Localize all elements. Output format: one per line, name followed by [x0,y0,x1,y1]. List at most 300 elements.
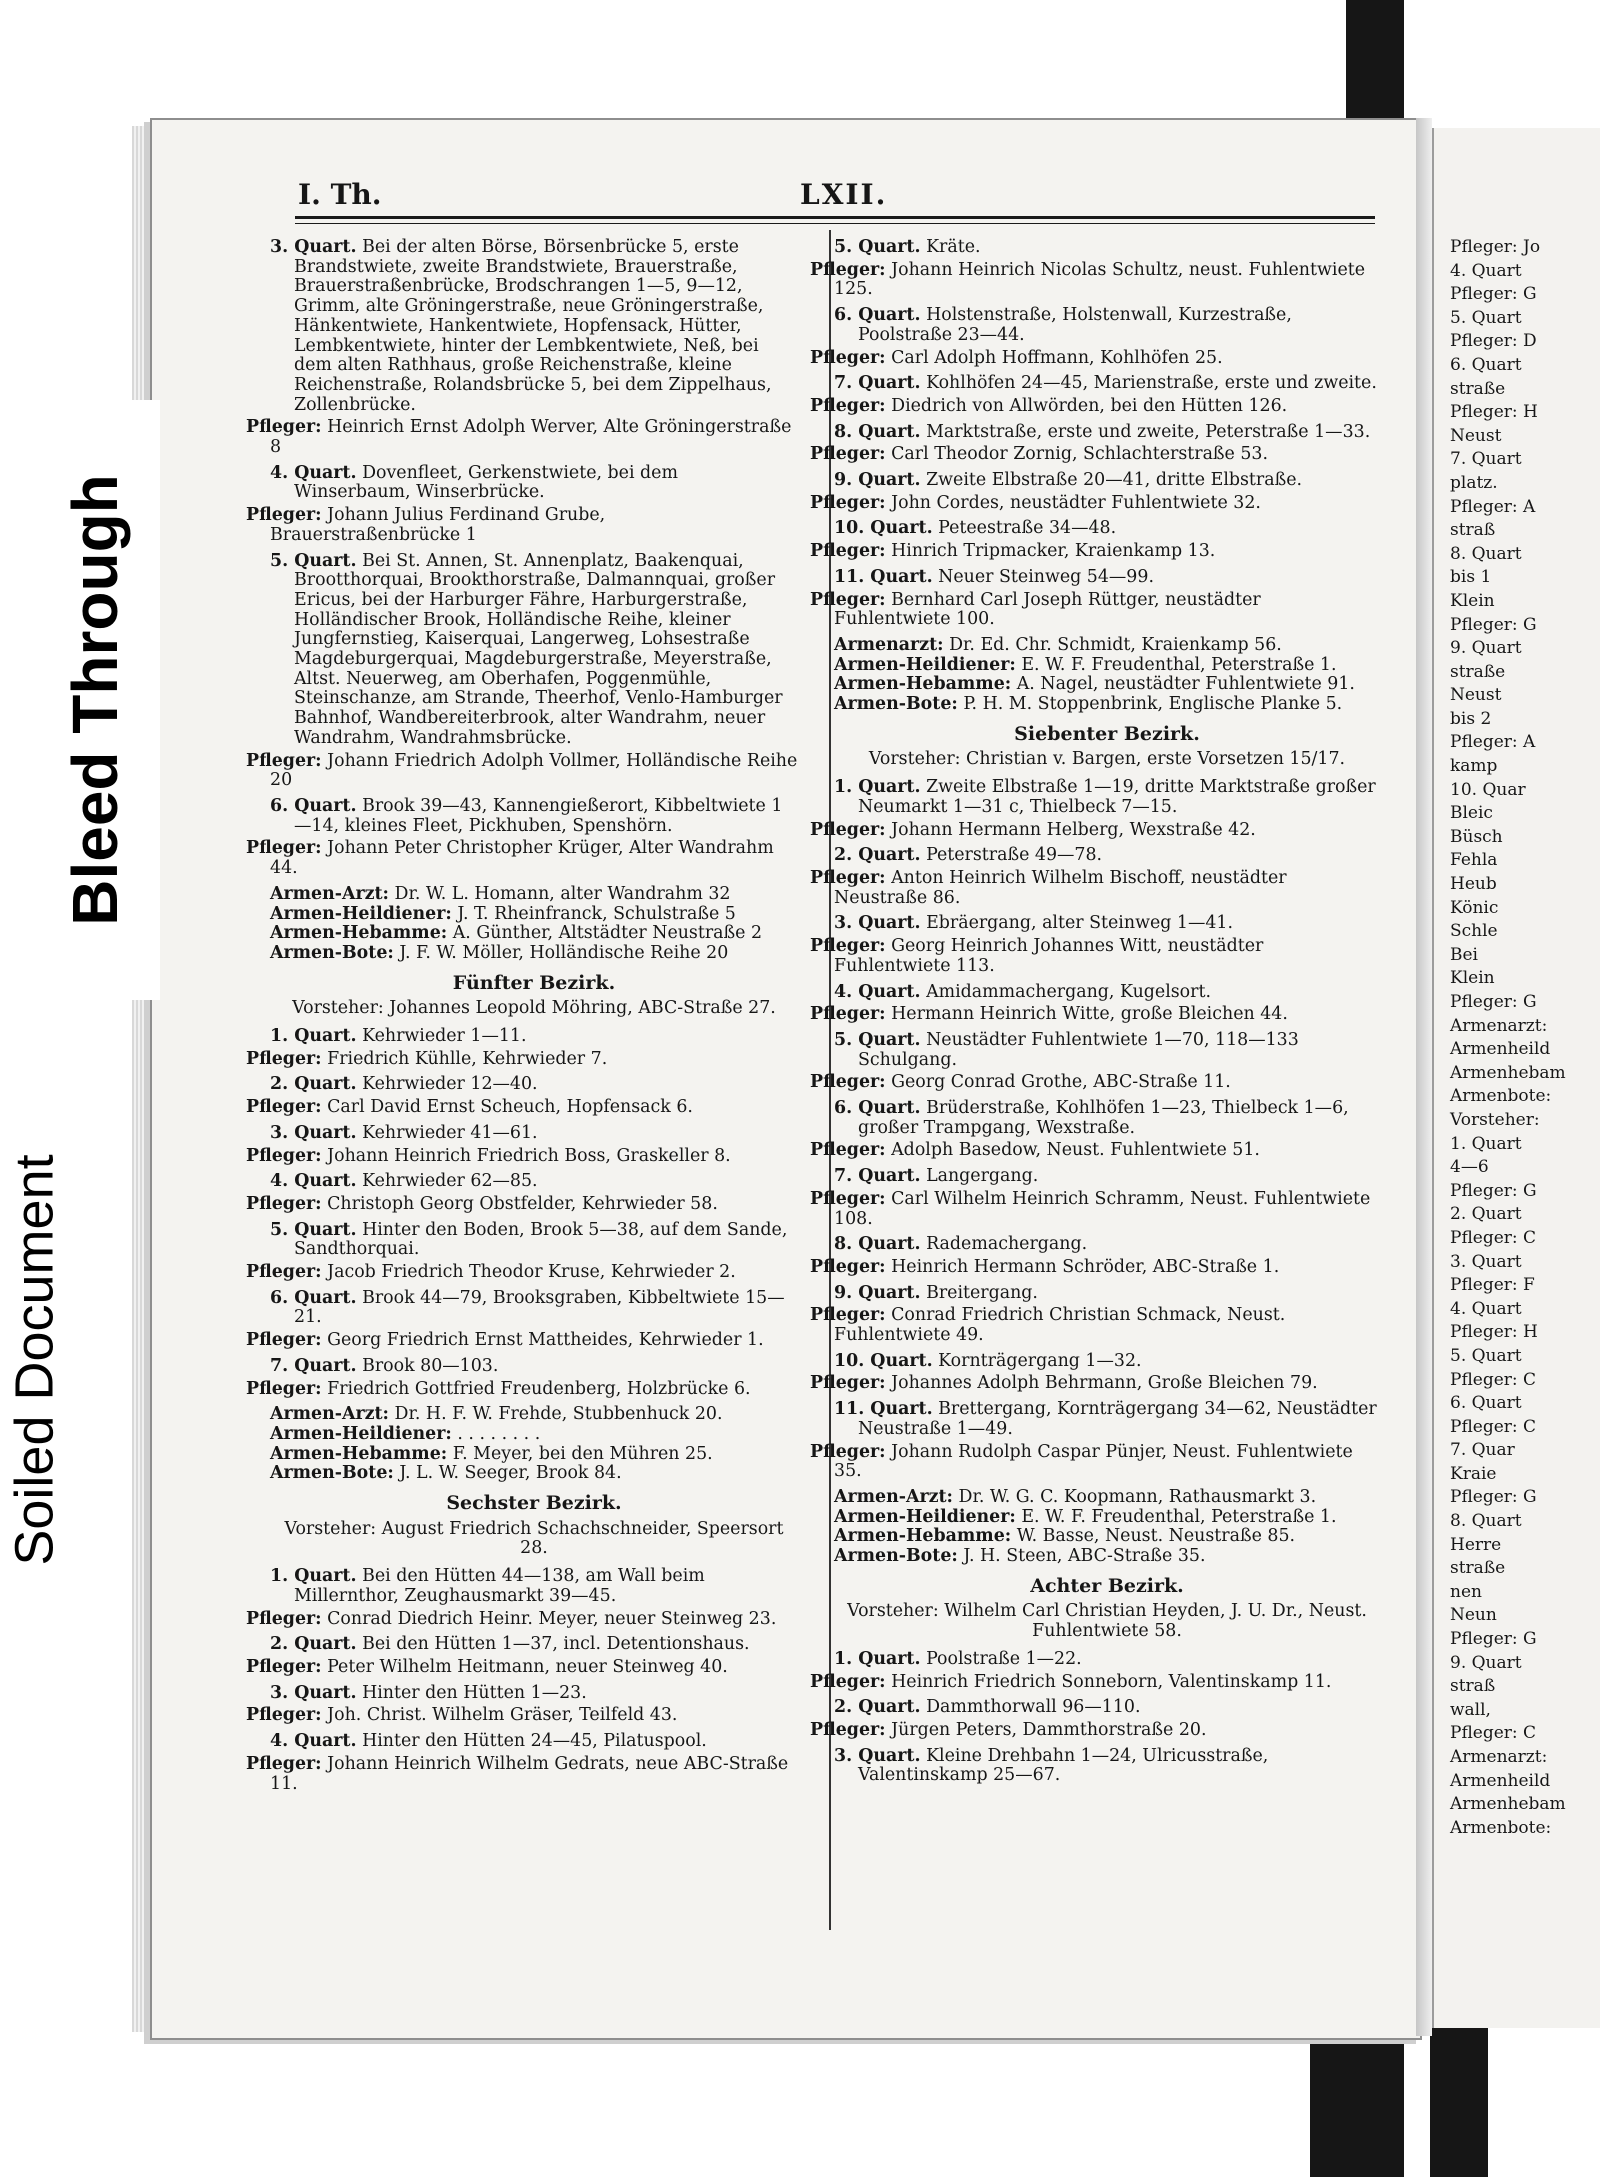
staff-row [834,1527,1380,1547]
quarter-streets [270,1027,798,1047]
pfleger-name: John Cordes, neustädter Fuhlentwiete 32. [891,492,1261,513]
pfleger-line [246,1097,798,1118]
quarter-text: Kornträgergang 1—32. [938,1350,1142,1371]
district5-vorsteher: Vorsteher: Johannes Leopold Möhring, ABC-Straße 27. [292,998,776,1019]
staff-name: Dr. Ed. Chr. Schmidt, Kraienkamp 56. [949,634,1282,655]
facing-page-line: Heub [1450,874,1497,895]
quarter-entry [246,1026,798,1069]
quarter-text: Brook 44—79, Brooksgraben, Kibbeltwiete 15—21. [294,1287,785,1328]
pfleger-label: Pfleger: [246,1048,322,1069]
pfleger-line [810,1140,1380,1161]
quarter-number: 2. Quart. [834,845,921,866]
pfleger-label: Pfleger: [810,1720,886,1740]
district8-vorsteher: Vorsteher: Wilhelm Carl Christian Heyden, J. U. Dr., Neust. Fuhlentwiete 58. [847,1601,1367,1642]
district8-quarters [810,1648,1380,1786]
facing-page-line: Pfleger: H [1450,1322,1538,1343]
header-rule-thin [295,223,1375,224]
facing-page-line: kamp [1450,756,1498,777]
pfleger-name: Diedrich von Allwörden, bei den Hütten 126. [891,395,1288,416]
pfleger-line [246,1048,798,1070]
quarter-text: Kehrwieder 41—61. [362,1122,538,1143]
pfleger-line [810,1305,1380,1346]
quarter-entry [246,550,798,791]
facing-page-line: Pfleger: F [1450,1275,1535,1296]
district4-staff [270,885,798,964]
quarter-number: 3. Quart. [270,1122,357,1143]
pfleger-name: Anton Heinrich Wilhelm Bischoff, neustädter Neustraße 86. [834,867,1287,908]
pfleger-label: Pfleger: [246,505,322,526]
facing-page-line: Armenbote: [1450,1086,1552,1107]
staff-role: Armen-Arzt: [834,1486,953,1507]
facing-page-line: Kraie [1450,1463,1497,1484]
quarter-streets [270,238,798,415]
pfleger-line [810,1720,1380,1741]
quarter-entry [246,1566,798,1629]
pfleger-line [810,1671,1380,1693]
quarter-streets [270,1684,798,1704]
quarter-streets [834,983,1380,1003]
quarter-text: Kehrwieder 1—11. [362,1026,527,1047]
facing-page-line: Schle [1450,921,1498,942]
staff-row [270,1425,798,1445]
facing-page-line: Pfleger: A [1450,732,1536,753]
pfleger-line [810,395,1380,417]
staff-row [834,1547,1380,1567]
pfleger-label: Pfleger: [246,750,322,771]
facing-page-line: Armenarzt: [1450,1747,1548,1767]
pfleger-label: Pfleger: [246,1608,322,1629]
district7-quarters [810,777,1380,1482]
facing-page-line: Pfleger: G [1450,1487,1537,1508]
quarter-entry [810,1399,1380,1482]
facing-page-line: Bei [1450,944,1478,965]
quarter-number: 9. Quart. [834,1282,921,1303]
quarter-number: 4. Quart. [270,1731,357,1752]
staff-row [270,944,798,964]
pfleger-label: Pfleger: [810,1072,886,1093]
quarter-streets [270,1075,798,1095]
pfleger-line [246,1262,798,1283]
district7-staff [834,1488,1380,1567]
facing-page-line: Könic [1450,897,1499,918]
quarter-entry [246,462,798,546]
header-rule [295,216,1375,219]
staff-row [270,905,798,925]
pfleger-name: Conrad Diedrich Heinr. Meyer, neuer Steinweg 23. [327,1608,777,1629]
pfleger-label: Pfleger: [246,1145,322,1166]
quarter-entry [246,1634,798,1677]
pfleger-label: Pfleger: [246,1262,322,1283]
quarter-entry [246,1171,798,1214]
quarter-text: Peteestraße 34—48. [938,518,1117,539]
facing-page-line: Pfleger: G [1450,614,1537,635]
facing-page-text [1450,238,1600,1842]
quarter-streets [270,1357,798,1377]
quarter-streets [834,1698,1380,1718]
pfleger-label: Pfleger: [246,1657,322,1677]
quarter-streets [834,374,1380,394]
quarter-streets [834,1167,1380,1187]
district6-quarters [246,1566,798,1794]
quarter-number: 8. Quart. [834,421,921,442]
quarter-text: Amidammachergang, Kugelsort. [926,981,1211,1002]
quarter-number: 3. Quart. [834,1745,921,1766]
facing-page-line: Armenbote: [1450,1817,1552,1838]
quarter-text: Marktstraße, erste und zweite, Peterstraße 1—33. [926,421,1371,442]
quarter-streets [834,1099,1380,1138]
facing-page-line: Pfleger: Jo [1450,237,1541,257]
quarter-entry [246,237,798,458]
pfleger-line [810,1441,1380,1482]
quarter-number: 1. Quart. [270,1026,357,1047]
pfleger-name: Conrad Friedrich Christian Schmack, Neust. Fuhlentwiete 49. [834,1305,1286,1346]
facing-page-line: bis 2 [1450,708,1492,729]
pfleger-name: Georg Conrad Grothe, ABC-Straße 11. [891,1072,1231,1093]
pfleger-label: Pfleger: [810,1004,886,1025]
pfleger-name: Johann Julius Ferdinand Grube, Brauerstraßenbrücke 1 [270,505,606,545]
quarter-number: 4. Quart. [270,462,357,483]
pfleger-name: Heinrich Hermann Schröder, ABC-Straße 1. [891,1256,1280,1277]
quarter-number: 5. Quart. [270,550,357,571]
quarter-text: Holstenstraße, Holstenwall, Kurzestraße, Poolstraße 23—44. [858,305,1292,345]
district7-vorsteher: Vorsteher: Christian v. Bargen, erste Vorsetzen 15/17. [868,749,1346,770]
district6-title: Sechster Bezirk. [446,1492,622,1515]
pfleger-label: Pfleger: [810,395,886,416]
facing-page-line: Pfleger: G [1450,992,1537,1012]
staff-name: . . . . . . . . [457,1423,541,1444]
district5-quarters [246,1026,798,1399]
facing-page-line: 5. Quart [1450,1345,1522,1366]
quarter-entry [810,981,1380,1025]
pfleger-line [810,1373,1380,1394]
pfleger-line [810,819,1380,841]
staff-role: Armen-Hebamme: [834,674,1012,695]
quarter-number: 4. Quart. [834,981,921,1002]
quarter-text: Zweite Elbstraße 1—19, dritte Marktstraße großer Neumarkt 1—31 c, Thielbeck 7—15. [858,777,1376,817]
facing-page-line: Klein [1450,968,1495,989]
quarter-entry [246,1731,798,1794]
staff-row [270,924,798,944]
quarter-number: 5. Quart. [834,1029,921,1050]
pfleger-name: Bernhard Carl Joseph Rüttger, neustädter Fuhlentwiete 100. [834,589,1261,630]
quarter-number: 11. Quart. [834,1399,933,1420]
pfleger-label: Pfleger: [810,259,886,280]
quarter-entry [810,845,1380,908]
quarter-entry [246,1122,798,1166]
pfleger-label: Pfleger: [810,589,886,610]
pfleger-label: Pfleger: [246,1193,322,1214]
quarter-entry [810,1648,1380,1692]
pfleger-line [810,541,1380,562]
quarter-number: 2. Quart. [270,1074,357,1095]
pfleger-label: Pfleger: [810,936,886,957]
quarter-streets [834,423,1380,443]
quarter-streets [834,1352,1380,1372]
facing-page-line: Herre [1450,1534,1502,1555]
facing-page-line: wall, [1450,1699,1491,1720]
pfleger-line [246,1705,798,1726]
quarter-entry [246,1682,798,1726]
staff-row [834,1488,1380,1508]
quarter-entry [246,1219,798,1283]
quarter-text: Rademachergang. [926,1234,1088,1255]
pfleger-label: Pfleger: [810,492,886,513]
quarter-number: 5. Quart. [270,1219,357,1240]
quarter-streets [270,1289,798,1328]
pfleger-name: Johann Heinrich Friedrich Boss, Graskeller 8. [327,1145,731,1166]
staff-name: A. Günther, Altstädter Neustraße 2 [452,923,763,944]
facing-page-line: Armenheild [1450,1770,1551,1791]
quarter-text: Langergang. [926,1166,1039,1187]
pfleger-line [810,1256,1380,1278]
pfleger-line [810,444,1380,465]
pfleger-line [810,589,1380,630]
facing-page-line: straß [1450,1676,1496,1697]
quarter-text: Breitergang. [926,1282,1038,1303]
facing-page-line: 4—6 [1450,1157,1489,1178]
district7-title: Siebenter Bezirk. [1014,722,1200,745]
quarter-streets [834,238,1380,258]
pfleger-name: Friedrich Gottfried Freudenberg, Holzbrücke 6. [327,1378,751,1399]
quarter-text: Kehrwieder 62—85. [362,1171,538,1192]
scanner-edge-top [1346,0,1404,120]
staff-name: J. F. W. Möller, Holländische Reihe 20 [399,942,729,963]
pfleger-name: Heinrich Ernst Adolph Werver, Alte Gröningerstraße 8 [270,417,792,458]
staff-row [834,636,1380,656]
pfleger-name: Johann Peter Christopher Krüger, Alter Wandrahm 44. [270,838,774,879]
staff-row [270,1445,798,1465]
pfleger-name: Johann Hermann Helberg, Wexstraße 42. [891,819,1256,840]
facing-page-line: 5. Quart [1450,307,1522,328]
facing-page-line: 9. Quart [1450,1652,1522,1673]
quarter-number: 3. Quart. [834,913,921,934]
quarter-number: 3. Quart. [270,1682,357,1703]
pfleger-label: Pfleger: [246,838,322,859]
staff-role: Armen-Arzt: [270,883,389,904]
pfleger-name: Carl David Ernst Scheuch, Hopfensack 6. [327,1097,693,1118]
quarter-streets [270,1172,798,1192]
facing-page-fragment [1432,128,1600,2028]
pfleger-name: Jacob Friedrich Theodor Kruse, Kehrwieder 2. [327,1262,736,1283]
quarter-text: Dammthorwall 96—110. [926,1697,1141,1718]
quarter-number: 3. Quart. [270,237,357,257]
pfleger-line [246,750,798,791]
staff-name: J. L. W. Seeger, Brook 84. [399,1463,622,1484]
quarter-entry [810,913,1380,976]
staff-name: E. W. F. Freudenthal, Peterstraße 1. [1021,1506,1337,1527]
quarter-streets [834,306,1380,345]
quarter-entry [810,1350,1380,1394]
page-number: LXII. [800,178,888,211]
facing-page-line: 4. Quart [1450,260,1522,281]
quarter-streets [834,778,1380,817]
pfleger-name: Carl Wilhelm Heinrich Schramm, Neust. Fuhlentwiete 108. [834,1188,1371,1229]
quarter-streets [834,914,1380,934]
staff-name: P. H. M. Stoppenbrink, Englische Planke 5. [963,694,1343,715]
pfleger-line [810,259,1380,300]
quarter-text: Brüderstraße, Kohlhöfen 1—23, Thielbeck 1—6, großer Trampgang, Wexstraße. [858,1098,1349,1138]
staff-role: Armen-Heildiener: [270,903,452,924]
facing-page-line: Armenhebam [1450,1062,1566,1083]
staff-role: Armen-Heildiener: [270,1423,452,1444]
staff-role: Armen-Bote: [270,942,394,963]
quarter-number: 7. Quart. [270,1355,357,1376]
facing-page-line: 7. Quar [1450,1440,1515,1461]
pfleger-name: Johann Heinrich Wilhelm Gedrats, neue ABC-Straße 11. [270,1753,789,1794]
pfleger-line [810,1004,1380,1025]
staff-role: Armen-Heildiener: [834,654,1016,675]
quarter-streets [270,1567,798,1606]
pfleger-label: Pfleger: [810,1140,886,1161]
pfleger-name: Peter Wilhelm Heitmann, neuer Steinweg 40. [327,1657,728,1677]
staff-row [834,695,1380,715]
staff-role: Armen-Heildiener: [834,1506,1016,1527]
pfleger-label: Pfleger: [810,1256,886,1277]
facing-page-line: 2. Quart [1450,1204,1522,1225]
facing-page-line: Neun [1450,1605,1497,1626]
quarter-text: Bei den Hütten 44—138, am Wall beim Millernthor, Zeughausmarkt 39—45. [294,1566,705,1606]
facing-page-line: 8. Quart [1450,543,1522,564]
facing-page-line: Pfleger: H [1450,402,1538,423]
pfleger-label: Pfleger: [810,1305,886,1326]
quarter-text: Brettergang, Kornträgergang 34—62, Neustädter Neustraße 1—49. [858,1399,1377,1439]
facing-page-line: 7. Quart [1450,449,1522,470]
quarter-number: 6. Quart. [270,795,357,816]
staff-role: Armenarzt: [834,634,944,655]
pfleger-label: Pfleger: [810,347,886,368]
quarter-number: 5. Quart. [834,237,921,257]
quarter-text: Zweite Elbstraße 20—41, dritte Elbstraße. [926,470,1303,491]
quarter-number: 1. Quart. [834,1648,921,1669]
pfleger-name: Hermann Heinrich Witte, große Bleichen 44. [891,1004,1288,1025]
book-gutter [1416,118,1432,2036]
staff-row [270,885,798,905]
staff-row [834,1508,1380,1528]
quarter-streets [834,471,1380,491]
pfleger-label: Pfleger: [810,541,886,562]
staff-name: Dr. W. G. C. Koopmann, Rathausmarkt 3. [958,1486,1317,1507]
facing-page-line: Pfleger: G [1450,1180,1537,1201]
pfleger-label: Pfleger: [810,1671,886,1692]
pfleger-line [246,1608,798,1630]
quarter-number: 10. Quart. [834,1350,933,1371]
facing-page-line: Büsch [1450,826,1503,847]
quarter-streets [834,519,1380,539]
quarter-entry [810,1234,1380,1277]
pfleger-name: Johann Rudolph Caspar Pünjer, Neust. Fuhlentwiete 35. [834,1441,1353,1482]
soiled-document-label: Soiled Document [5,1154,66,1566]
staff-name: W. Basse, Neust. Neustraße 85. [1016,1526,1296,1547]
pfleger-label: Pfleger: [246,1753,322,1774]
pfleger-label: Pfleger: [810,1373,886,1394]
quarter-entry [810,1697,1380,1740]
pfleger-line [810,347,1380,369]
pfleger-line [246,1657,798,1678]
page-header [290,178,1380,214]
facing-page-line: Armenhebam [1450,1794,1566,1815]
quarter-number: 1. Quart. [834,777,921,798]
staff-name: E. W. F. Freudenthal, Peterstraße 1. [1021,654,1337,675]
pfleger-name: Friedrich Kühlle, Kehrwieder 7. [327,1048,608,1069]
quarter-entry [834,1747,1380,1786]
pfleger-name: Johann Heinrich Nicolas Schultz, neust. Fuhlentwiete 125. [834,259,1366,300]
quarter-number: 11. Quart. [834,566,933,587]
facing-page-line: Fehla [1450,850,1498,871]
staff-name: J. H. Steen, ABC-Straße 35. [963,1546,1206,1567]
facing-page-line: 8. Quart [1450,1511,1522,1532]
district6-quarters-cont [810,237,1380,630]
facing-page-line: straße [1450,378,1506,399]
facing-page-line: Pfleger: A [1450,496,1536,517]
facing-page-line: 1. Quart [1450,1133,1522,1154]
pfleger-name: Joh. Christ. Wilhelm Gräser, Teilfeld 43. [327,1705,678,1726]
pfleger-label: Pfleger: [246,1330,322,1351]
facing-page-line: Pfleger: C [1450,1227,1537,1248]
quarter-text: Kräte. [926,237,981,257]
facing-page-line: 10. Quar [1450,779,1526,800]
facing-page-line: straße [1450,661,1506,682]
bleed-through-label: Bleed Through [30,400,160,1000]
pfleger-line [810,1188,1380,1229]
staff-role: Armen-Bote: [270,1463,394,1484]
pfleger-name: Johannes Adolph Behrmann, Große Bleichen 79. [891,1373,1318,1394]
quarter-number: 2. Quart. [270,1634,357,1655]
pfleger-label: Pfleger: [246,1097,322,1118]
pfleger-name: Carl Adolph Hoffmann, Kohlhöfen 25. [891,347,1223,368]
staff-row [270,1405,798,1425]
quarter-streets [834,1284,1380,1304]
facing-page-line: nen [1450,1581,1482,1602]
pfleger-label: Pfleger: [810,819,886,840]
facing-page-line: Pfleger: C [1450,1723,1537,1744]
pfleger-line [810,936,1380,976]
quarter-entry [810,1098,1380,1161]
quarter-streets [270,464,798,503]
quarter-number: 10. Quart. [834,518,933,539]
facing-page-line: 6. Quart [1450,1393,1522,1414]
facing-page-line: straße [1450,1558,1506,1579]
quarter-number: 6. Quart. [270,1287,357,1308]
pfleger-label: Pfleger: [246,1378,322,1399]
pfleger-name: Carl Theodor Zornig, Schlachterstraße 53. [891,444,1269,465]
quarter-entry [810,1282,1380,1346]
quarter-entry [810,470,1380,513]
pfleger-label: Pfleger: [810,1441,886,1462]
pfleger-label: Pfleger: [246,417,322,438]
quarter-text: Brook 80—103. [362,1355,499,1376]
pfleger-line [246,1330,798,1351]
staff-name: Dr. W. L. Homann, alter Wandrahm 32 [394,883,731,904]
quarter-streets [834,1400,1380,1439]
facing-page-line: Pfleger: C [1450,1416,1537,1437]
facing-page-line: Armenarzt: [1450,1015,1548,1036]
facing-page-line: platz. [1450,472,1498,493]
quarter-entry [810,1166,1380,1229]
pfleger-line [246,1753,798,1794]
quarter-number: 2. Quart. [834,1697,921,1718]
pfleger-label: Pfleger: [810,867,886,888]
quarter-text: Kleine Drehbahn 1—24, Ulricusstraße, Valentinskamp 25—67. [858,1745,1269,1786]
quarter-text: Ebräergang, alter Steinweg 1—41. [926,913,1234,934]
quarter-streets [270,1124,798,1144]
facing-page-line: 3. Quart [1450,1251,1522,1272]
quarter-entry [810,777,1380,840]
pfleger-name: Adolph Basedow, Neust. Fuhlentwiete 51. [891,1140,1260,1161]
quarter-text: Peterstraße 49—78. [926,845,1103,866]
pfleger-line [246,1378,798,1400]
quarter-number: 1. Quart. [270,1566,357,1587]
staff-role: Armen-Hebamme: [270,923,448,944]
